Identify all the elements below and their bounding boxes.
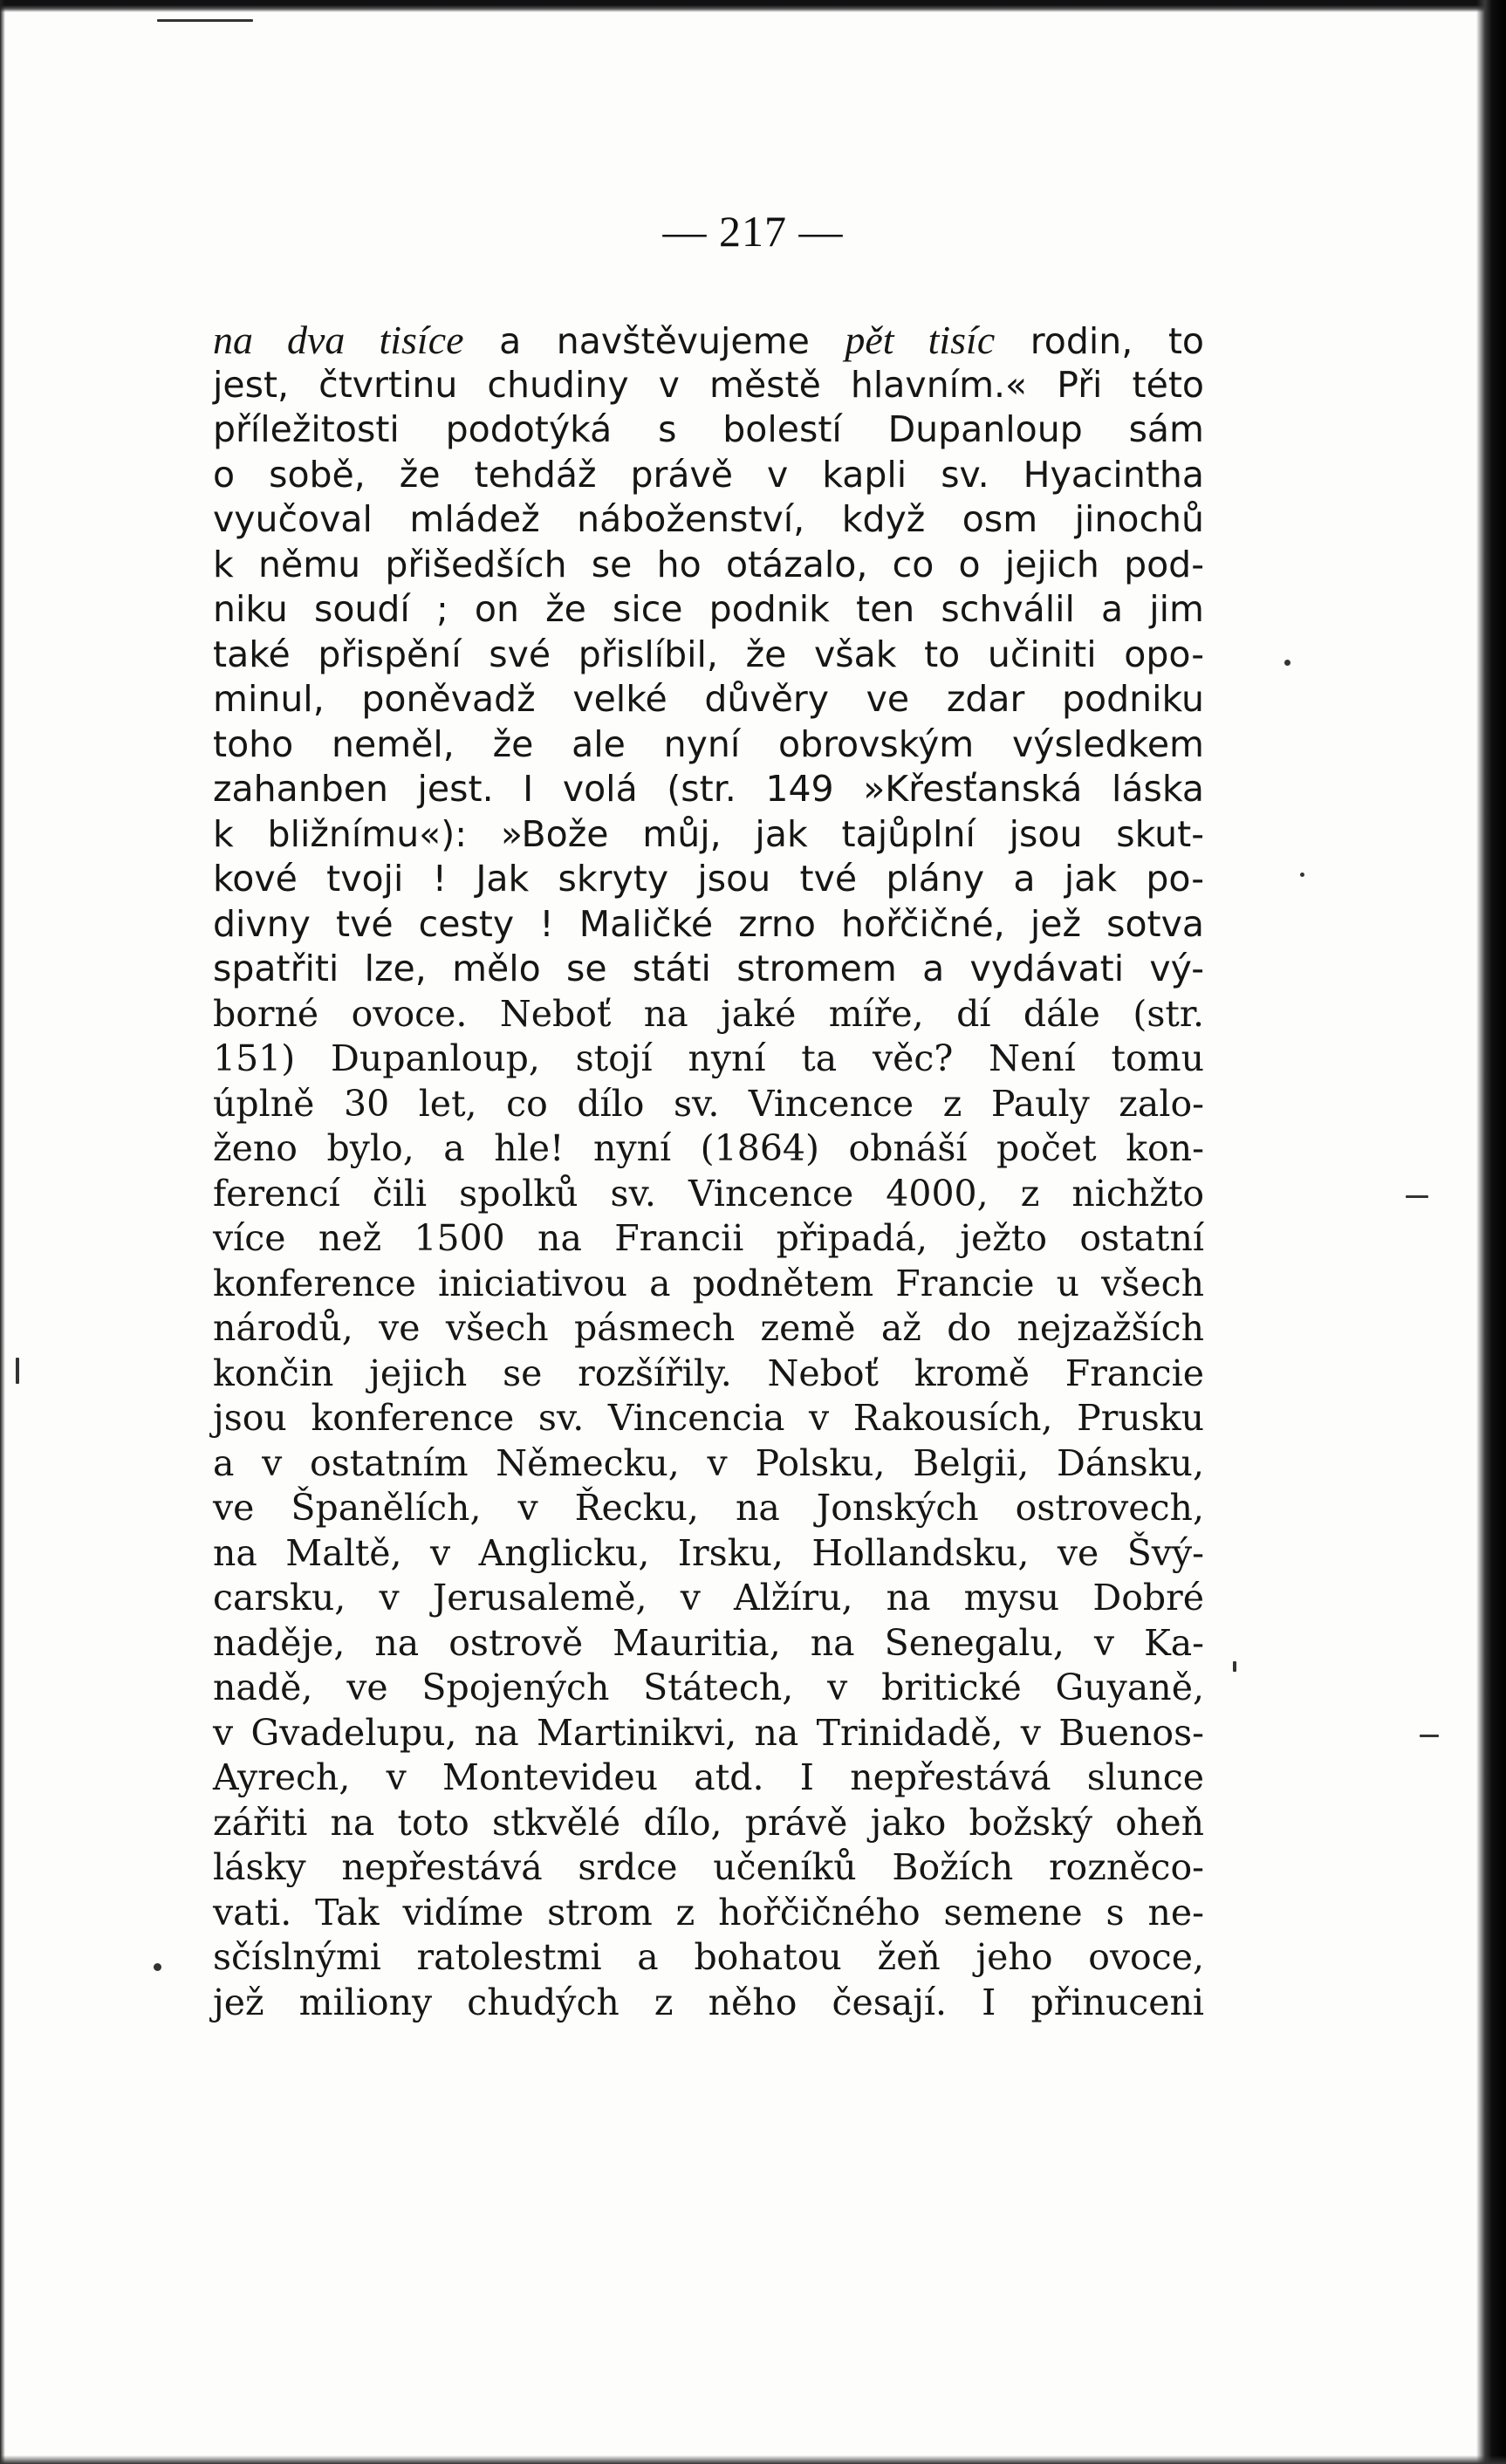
- text-run: o sobě, že tehdáž právě v kapli sv. Hyacintha: [213, 453, 1204, 496]
- scan-speck: [1406, 1195, 1428, 1198]
- text-line: [213, 1801, 1204, 1846]
- page-number: — 217 —: [662, 207, 844, 256]
- text-run: národů, ve všech pásmech země až do nejzažších: [213, 1307, 1204, 1349]
- text-line: [213, 902, 1204, 948]
- text-run: zářiti na toto stkvělé dílo, právě jako božský oheň: [213, 1801, 1204, 1844]
- italic-phrase: pět tisíc: [845, 318, 996, 362]
- text-run: niku soudí ; on že sice podnik ten schválil a jim: [213, 588, 1204, 630]
- text-line: [213, 812, 1204, 858]
- text-run: jest, čtvrtinu chudiny v městě hlavním.« Při této: [213, 363, 1204, 406]
- scan-edge-left: [0, 0, 5, 2464]
- text-run: rodin, to: [995, 320, 1204, 362]
- text-run: také přispění své přislíbil, že však to učiniti opo-: [213, 633, 1204, 675]
- text-line: [213, 857, 1204, 902]
- text-line: [213, 1845, 1204, 1891]
- text-line: [213, 722, 1204, 768]
- text-line: [213, 1756, 1204, 1801]
- text-run: končin jejich se rozšířily. Neboť kromě Francie: [213, 1352, 1204, 1394]
- text-run: zahanben jest. I volá (str. 149 »Křesťanská láska: [213, 768, 1204, 810]
- text-line: [213, 363, 1204, 408]
- text-line: [213, 1935, 1204, 1981]
- text-line: [213, 633, 1204, 678]
- text-run: carsku, v Jerusalemě, v Alžíru, na mysu Dobré: [213, 1577, 1204, 1619]
- italic-phrase: na dva tisíce: [213, 318, 464, 362]
- text-line: [213, 1486, 1204, 1531]
- text-run: konference iniciativou a podnětem Francie u všech: [213, 1262, 1204, 1304]
- text-run: jsou konference sv. Vincencia v Rakousích, Prusku: [213, 1397, 1204, 1439]
- text-run: a navštěvujeme: [463, 320, 845, 362]
- text-run: na Maltě, v Anglicku, Irsku, Hollandsku, ve Švý-: [213, 1531, 1204, 1574]
- text-line: [213, 992, 1204, 1037]
- text-line: [213, 1396, 1204, 1441]
- text-run: více než 1500 na Francii připadá, ježto ostatní: [213, 1217, 1204, 1259]
- text-line: [213, 947, 1204, 992]
- text-run: divny tvé cesty ! Maličké zrno hořčičné, jež sotva: [213, 902, 1204, 945]
- text-line: [213, 1216, 1204, 1262]
- text-run: ženo bylo, a hle! nyní (1864) obnáší počet kon-: [213, 1127, 1204, 1169]
- text-run: nadě, ve Spojených Státech, v britické Guyaně,: [213, 1667, 1204, 1708]
- scan-edge-bottom: [0, 2455, 1506, 2464]
- text-run: 151) Dupanloup, stojí nyní ta věc? Není tomu: [213, 1037, 1204, 1079]
- scan-speck: [1300, 873, 1304, 877]
- text-line: [213, 587, 1204, 633]
- text-run: k němu přišedších se ho otázalo, co o jejich pod-: [213, 543, 1204, 585]
- text-run: borné ovoce. Neboť na jaké míře, dí dále (str.: [213, 992, 1204, 1035]
- text-run: k bližnímu«): »Bože můj, jak tajůplní jsou skut-: [213, 812, 1204, 855]
- text-line: [213, 767, 1204, 812]
- text-run: minul, poněvadž velké důvěry ve zdar podniku: [213, 678, 1204, 720]
- scan-edge-right: [1476, 0, 1506, 2464]
- text-run: sčíslnými ratolestmi a bohatou žeň jeho ovoce,: [213, 1936, 1204, 1978]
- text-run: v Gvadelupu, na Martinikvi, na Trinidadě, v Buenos-: [213, 1711, 1204, 1754]
- text-line: [213, 1621, 1204, 1667]
- scan-edge-top: [0, 0, 1506, 12]
- text-run: ve Španělích, v Řecku, na Jonských ostrovech,: [213, 1487, 1204, 1529]
- scan-speck: [1284, 660, 1290, 666]
- text-run: jež miliony chudých z něho česají. I přinuceni: [213, 1981, 1204, 2023]
- text-run: a v ostatním Německu, v Polsku, Belgii, Dánsku,: [213, 1441, 1204, 1484]
- text-run: vati. Tak vidíme strom z hořčičného semene s ne-: [213, 1891, 1204, 1934]
- scan-speck: [1233, 1661, 1236, 1672]
- text-line: [213, 1666, 1204, 1711]
- text-line: [213, 1037, 1204, 1082]
- text-line: [213, 1981, 1204, 2026]
- scan-speck: [16, 1358, 19, 1384]
- text-line: [213, 1262, 1204, 1307]
- text-run: vyučoval mládež náboženství, když osm jinochů: [213, 498, 1204, 540]
- text-run: lásky nepřestává srdce učeníků Božích rozněco-: [213, 1846, 1204, 1888]
- scan-speck: [157, 19, 253, 22]
- text-run: příležitosti podotýká s bolestí Dupanloup sám: [213, 408, 1204, 450]
- text-line: [213, 1891, 1204, 1936]
- text-line: [213, 1711, 1204, 1756]
- text-run: naděje, na ostrově Mauritia, na Senegalu, v Ka-: [213, 1621, 1204, 1664]
- text-line: [213, 1306, 1204, 1352]
- text-line: [213, 1352, 1204, 1397]
- scan-speck: [1420, 1735, 1439, 1737]
- text-line: [213, 1531, 1204, 1577]
- text-line: [213, 318, 1204, 363]
- text-line: [213, 1126, 1204, 1172]
- text-line: [213, 453, 1204, 498]
- text-line: [213, 1082, 1204, 1127]
- text-run: spatřiti lze, mělo se státi stromem a vydávati vý-: [213, 948, 1204, 989]
- text-line: [213, 1441, 1204, 1487]
- text-line: [213, 1172, 1204, 1217]
- text-run: kové tvoji ! Jak skryty jsou tvé plány a jak po-: [213, 858, 1204, 900]
- text-run: ferencí čili spolků sv. Vincence 4000, z nichžto: [213, 1172, 1204, 1215]
- text-line: [213, 407, 1204, 453]
- text-run: toho neměl, že ale nyní obrovským výsledkem: [213, 722, 1204, 765]
- text-run: úplně 30 let, co dílo sv. Vincence z Pauly zalo-: [213, 1082, 1204, 1125]
- text-line: [213, 677, 1204, 722]
- body-text: [213, 318, 1204, 2025]
- text-line: [213, 543, 1204, 588]
- text-line: [213, 497, 1204, 543]
- text-run: Ayrech, v Montevideu atd. I nepřestává slunce: [213, 1756, 1204, 1798]
- scan-speck: [154, 1963, 161, 1971]
- text-line: [213, 1576, 1204, 1621]
